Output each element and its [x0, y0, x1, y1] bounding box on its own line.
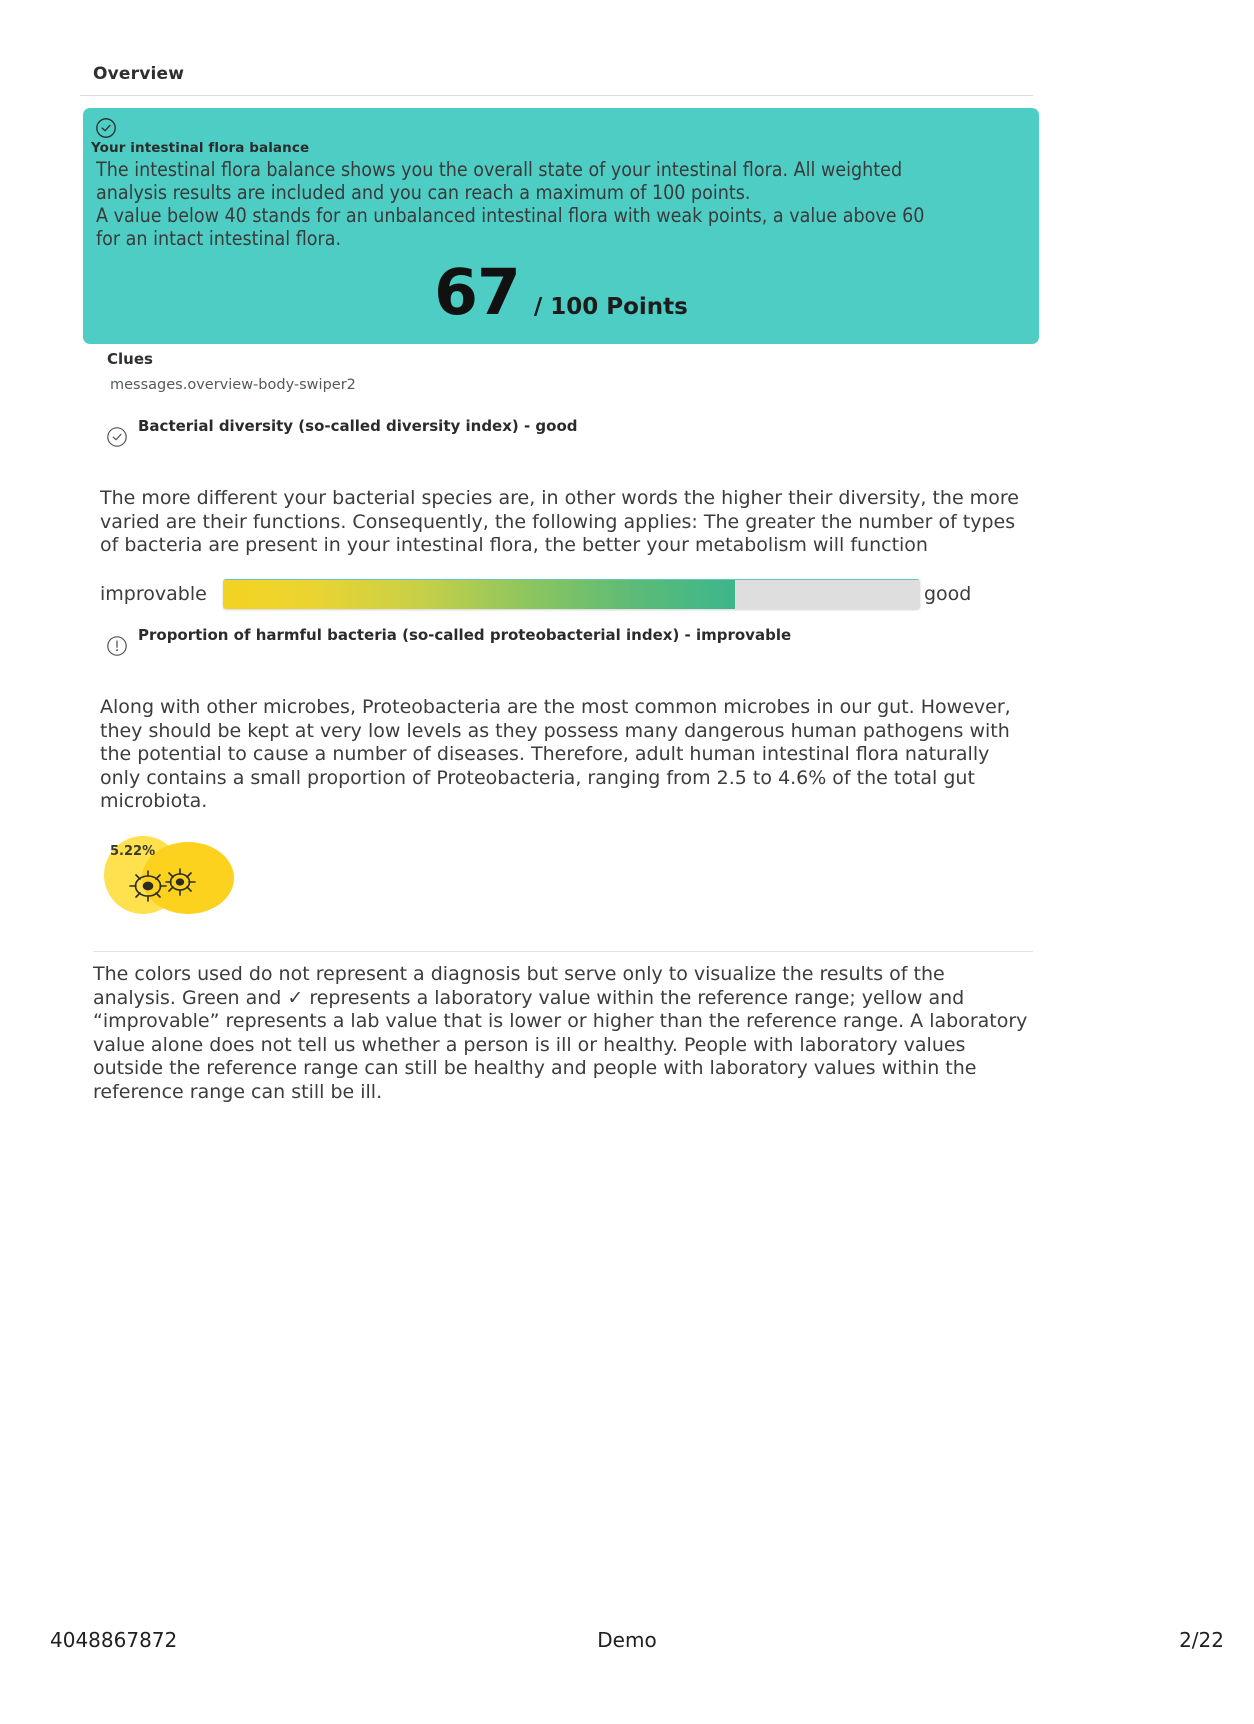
disclaimer-text: The colors used do not represent a diagnosis but serve only to visualize the results of the analysis. Green and ✓ represents a laboratory value within the reference range; yellow and “improvable” represents a lab value that is lower or higher than the reference range. A laboratory value alone does not tell us whether a person is ill or healthy. People with laboratory values outside the reference range can still be healthy and people with laboratory values within the reference range can still be ill. [93, 963, 1028, 1103]
meter-label-improvable: improvable [100, 583, 207, 605]
hero-body-line-1: The intestinal flora balance shows you the overall state of your intestinal flora. All weighted [96, 158, 903, 181]
hero-card-label: Your intestinal flora balance [91, 140, 310, 156]
check-circle-icon [105, 425, 129, 449]
hero-card-body [96, 158, 1032, 250]
score-value: 67 [434, 256, 520, 329]
footer-report-id: 4048867872 [50, 1628, 178, 1652]
section-body-bacterial-diversity: The more different your bacterial species are, in other words the higher their diversity, the more varied are their functions. Consequently, the following applies: The greater the number of types of bacteria are present in your intestinal flora, the better your metabolism will function [100, 487, 1019, 556]
intestinal-flora-balance-card [83, 108, 1039, 344]
page-sheet [0, 8, 1254, 1700]
score-unit: / 100 Points [533, 294, 688, 320]
hero-body-line-2: analysis results are included and you can reach a maximum of 100 points. [96, 181, 751, 204]
proteobacteria-percent-label: 5.22% [110, 844, 156, 859]
page-footer [0, 1628, 1254, 1668]
clues-message-key: messages.overview-body-swiper2 [110, 377, 356, 393]
footer-label: Demo [597, 1628, 657, 1652]
meter-fill [223, 579, 735, 609]
section-body-proteobacterial-index: Along with other microbes, Proteobacteria are the most common microbes in our gut. However, they should be kept at very low levels as they possess many dangerous human pathogens with the potential to cause a number of diseases. Therefore, adult human intestinal flora naturally only contains a small proportion of Proteobacteria, ranging from 2.5 to 4.6% of the total gut microbiota. [100, 696, 1011, 812]
page-title: Overview [93, 64, 185, 84]
bacteria-icon [128, 862, 200, 908]
diversity-meter [100, 579, 1030, 613]
section-title-proteobacterial-index: Proportion of harmful bacteria (so-called proteobacterial index) - improvable [138, 626, 792, 644]
score-display [83, 256, 1039, 329]
alert-circle-icon [105, 634, 129, 658]
section-title-bacterial-diversity: Bacterial diversity (so-called diversity index) - good [138, 417, 578, 435]
section-header-bacterial-diversity [105, 417, 805, 449]
clues-heading: Clues [107, 350, 153, 368]
meter-track [223, 579, 920, 609]
hero-body-line-3: A value below 40 stands for an unbalanced intestinal flora with weak points, a value above 60 [96, 204, 925, 227]
hero-body-line-4: for an intact intestinal flora. [96, 227, 342, 250]
header-divider [80, 95, 1033, 96]
check-circle-icon [94, 116, 118, 140]
section-header-proteobacterial-index [105, 626, 905, 658]
footer-page-number: 2/22 [1179, 1628, 1224, 1652]
meter-label-good: good [924, 583, 972, 605]
disclaimer-divider [93, 951, 1033, 952]
proteobacteria-value-graphic [104, 832, 304, 932]
